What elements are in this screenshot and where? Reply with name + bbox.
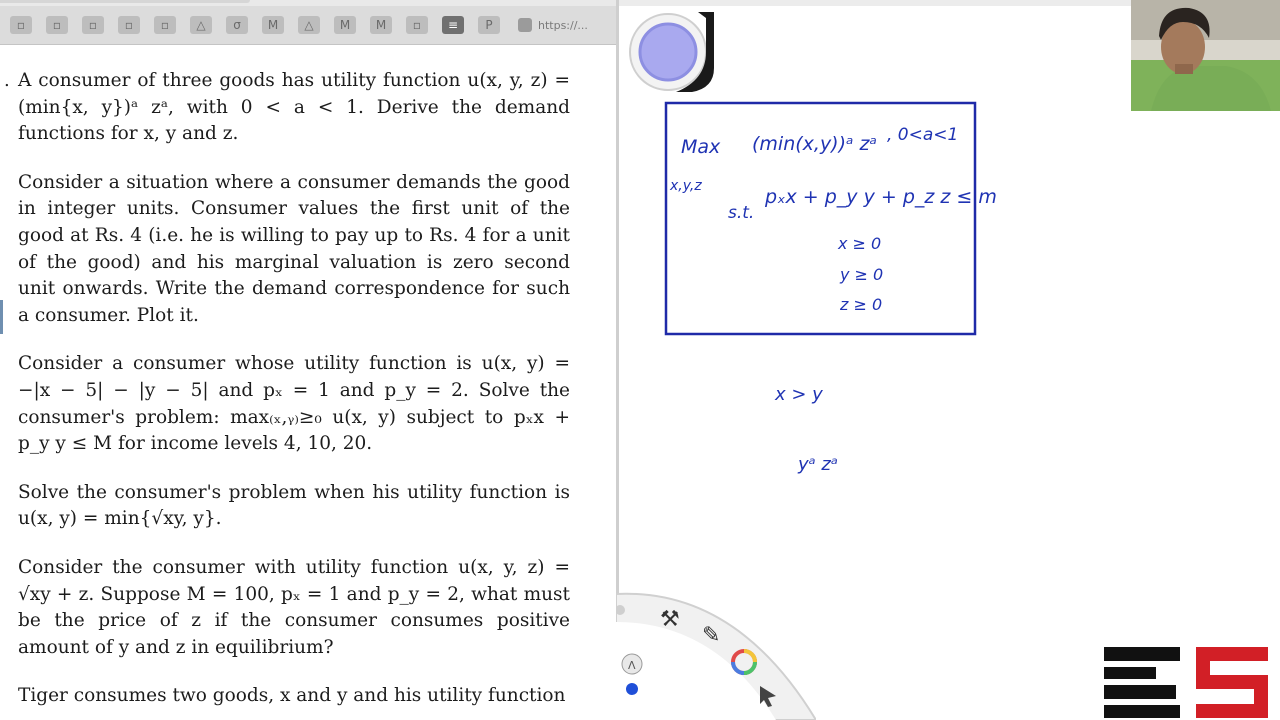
presenter-webcam [1131,0,1280,111]
problem-paragraph: Consider the consumer with utility function u(x, y, z) = √xy + z. Suppose M = 100, pₓ = 1 and p_y = 2, what must be the price of z if the consumer consumes positive amount of y and z in equilibrium? [18,556,570,658]
problem-paragraph: Tiger consumes two goods, x and y and his utility function [18,685,566,707]
bookmark-icon[interactable]: ▫ [154,16,176,34]
channel-logo [1100,645,1272,720]
brush-icon[interactable] [702,623,720,648]
hammer-icon[interactable] [660,607,680,632]
sigma-icon[interactable]: σ [226,16,248,34]
note-expression: yᵃ zᵃ [798,454,838,475]
svg-text:⚒: ⚒ [660,607,680,632]
choice-variables: x,y,z [670,178,702,194]
bookmark-url-label: https://... [538,18,588,32]
budget-constraint: pₓx + p_y y + p_z z ≤ m [765,186,997,208]
pen-color-swatch[interactable] [626,683,638,695]
max-label: Max [681,136,721,158]
bookmark-icon[interactable]: ▫ [82,16,104,34]
bookmark-icon[interactable]: ▫ [406,16,428,34]
nonneg-x: x ≥ 0 [838,234,882,253]
nonneg-y: y ≥ 0 [840,265,884,284]
st-label: s.t. [728,203,755,223]
problem-paragraph: Consider a situation where a consumer demands the good in integer units. Consumer values the first unit of the good at Rs. 4 (i.e. he is willing to pay up to Rs. 4 for a unit of the good) and his marginal valuation is zero second unit onwards. Write the demand correspondence for such a consumer. Plot it. [18,171,570,326]
problem-paragraph: A consumer of three goods has utility function u(x, y, z) = (min{x, y})ᵃ zᵃ, with 0 < a < 1. Derive the demand functions for x, y and z. [18,70,570,145]
gmail-icon[interactable]: M [370,16,392,34]
tool-dial[interactable] [616,588,816,720]
problem-paragraph: Consider a consumer whose utility function is u(x, y) = −|x − 5| − |y − 5| and pₓ = 1 and p_y = 2. Solve the consumer's problem: max₍ₓ,ᵧ₎≥₀ u(x, y) subject to pₓx + p_y y ≤ M for income levels 4, 10, 20. [18,353,570,455]
pen-size-icon[interactable] [622,654,642,674]
drive-icon[interactable]: △ [298,16,320,34]
bookmark-icon[interactable]: ▫ [118,16,140,34]
nonneg-z: z ≥ 0 [840,295,883,314]
svg-text:Λ: Λ [628,659,636,672]
parameter-range: , 0<a<1 [887,125,959,145]
gmail-icon[interactable]: M [334,16,356,34]
drive-icon[interactable]: △ [190,16,212,34]
bookmark-icon[interactable]: ▫ [10,16,32,34]
svg-text:✎: ✎ [702,623,721,648]
objective-text: (min(x,y))ᵃ zᵃ [752,133,877,155]
list-marker: . [4,70,10,91]
pocket-icon[interactable]: P [478,16,500,34]
menu-icon[interactable]: ≡ [442,16,464,34]
bookmark-icon[interactable]: ▫ [46,16,68,34]
problem-paragraph: Solve the consumer's problem when his utility function is u(x, y) = min{√xy, y}. [18,481,570,530]
gmail-icon[interactable]: M [262,16,284,34]
note-inequality: x > y [775,384,823,405]
